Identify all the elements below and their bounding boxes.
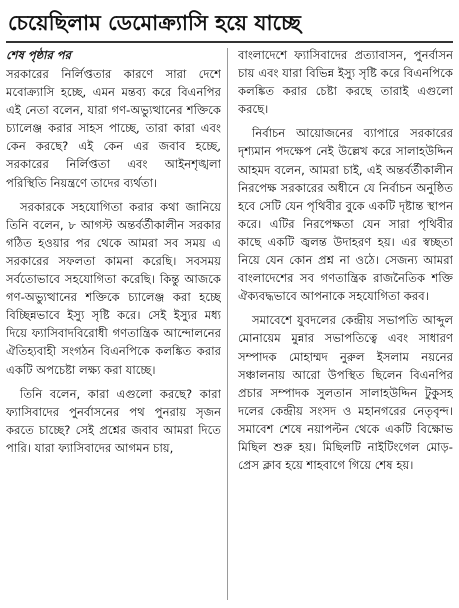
right-column — [238, 46, 453, 602]
headline-rule — [6, 41, 453, 43]
left-paragraph-1: সরকারের নির্লিপ্ততার কারণে সারা দেশে মবোক্র্যাসি হচ্ছে, এমন মন্তব্য করে বিএনপির এই নেতা বলেন, যারা গণ-অভ্যুত্থানের শক্তিকে চ্যালেঞ্জ করার সাহস পাচ্ছে, তারা কারা এবং কেন করছে? এই কেন এর জবাব হচ্ছে, সরকারের নির্লিপ্ততা এবং আইনশৃঙ্খলা পরিস্থিতি নিয়ন্ত্রণে তাদের ব্যর্থতা। — [6, 67, 221, 190]
right-paragraph-2: নির্বাচন আয়োজনের ব্যাপারে সরকারের দৃশ্যমান পদক্ষেপ নেই উল্লেখ করে সালাহউদ্দিন আহমদ বলেন, আমরা চাই, এই অন্তর্বর্তীকালীন নিরপেক্ষ সরকারের অধীনে যে নির্বাচন অনুষ্ঠিত হবে সেটি যেন পৃথিবীর বুকে একটি দৃষ্টান্ত স্থাপন করে। এটির নিরপেক্ষতা যেন সারা পৃথিবীর কাছে একটি জ্বলন্ত উদাহরণ হয়। এর স্বচ্ছতা নিয়ে যেন কোন প্রশ্ন না ওঠে। সেজন্য আমরা বাংলাদেশের সব গণতান্ত্রিক রাজনৈতিক শক্তি ঐক্যবদ্ধভাবে আপনাকে সহযোগিতা করব। — [238, 126, 453, 304]
right-paragraph-3: সমাবেশে যুবদলের কেন্দ্রীয় সভাপতি আব্দুল মোনায়েম মুন্নার সভাপতিত্বে এবং সাধারণ সম্পাদক মোহাম্মদ নুরুল ইসলাম নয়নের সঞ্চালনায় আরো উপস্থিত ছিলেন বিএনপির প্রচার সম্পাদক সুলতান সালাহউদ্দিন টুকুসহ দলের কেন্দ্রীয় সংসদ ও মহানগরের নেতৃবৃন্দ। সমাবেশ শেষে নয়াপল্টন থেকে একটি বিক্ষোভ মিছিল শুরু হয়। মিছিলটি নাইটিংগেল মোড়-প্রেস ক্লাব হয়ে শাহবাগে গিয়ে শেষ হয়। — [238, 313, 453, 473]
right-paragraph-1: বাংলাদেশে ফ্যাসিবাদের প্রত্যাবাসন, পুনর্বাসন চায় এবং যারা বিভিন্ন ইস্যু সৃষ্টি করে বিএনপিকে কলঙ্কিত করার চেষ্টা করছে তারাই এগুলো করছে। — [238, 48, 453, 117]
left-paragraph-2: সরকারকে সহযোগিতা করার কথা জানিয়ে তিনি বলেন, ৮ আগস্ট অন্তর্বর্তীকালীন সরকার গঠিত হওয়ার পর থেকে আমরা সব সময় এ সরকারের সফলতা কামনা করেছি। সবসময় সর্বতোভাবে সহযোগিতা করেছি। কিন্তু আজকে গণ-অভ্যুত্থানের শক্তিকে চ্যালেঞ্জ করা হচ্ছে বিচ্ছিন্নভাবে ইস্যু সৃষ্টি করে। সেই ইস্যুর মধ্য দিয়ে ফ্যাসিবাদবিরোধী গণতান্ত্রিক আন্দোলনের ঐতিহ্যবাহী সংগঠন বিএনপিকে কলঙ্কিত করার একটি অপচেষ্টা লক্ষ্য করা যাচ্ছে। — [6, 199, 221, 377]
continuation-label: শেষ পৃষ্ঠার পর — [6, 48, 71, 62]
column-divider — [227, 48, 228, 600]
left-paragraph-3: তিনি বলেন, কারা এগুলো করছে? কারা ফ্যাসিবাদের পুনর্বাসনের পথ পুনরায় সৃজন করতে চাচ্ছে? সেই প্রশ্নের জবাব আমরা দিতে পারি। যারা ফ্যাসিবাদের আগমন চায়, — [6, 386, 221, 455]
left-column — [6, 46, 221, 602]
headline: চেয়েছিলাম ডেমোক্র্যাসি হয়ে যাচ্ছে — [8, 11, 301, 35]
